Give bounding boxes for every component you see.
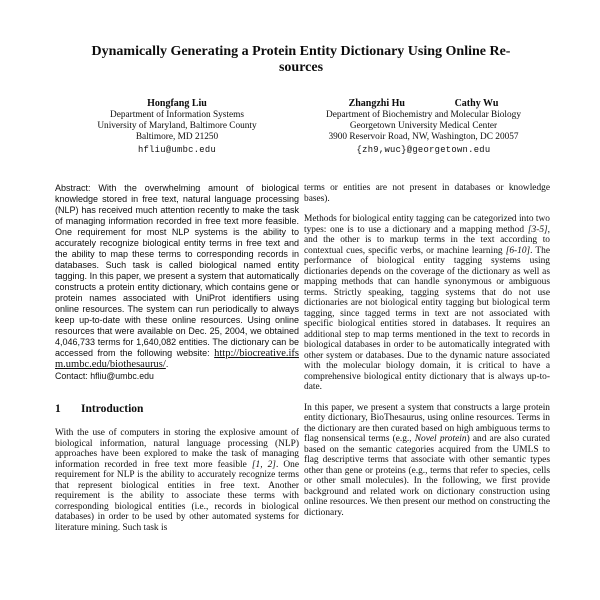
affiliation-line: Department of Biochemistry and Molecular Biology — [326, 110, 521, 120]
author-block — [55, 98, 548, 156]
author-names-left — [55, 98, 299, 110]
author-names-right — [299, 98, 548, 110]
paper-title-line1: Dynamically Generating a Protein Entity Dictionary Using Online Re- — [91, 44, 511, 59]
intro-paragraph — [55, 428, 299, 533]
author-email: {zh9,wuc}@georgetown.edu — [356, 145, 491, 155]
affiliation-line: University of Maryland, Baltimore County — [97, 121, 257, 131]
affiliation-line: Baltimore, MD 21250 — [135, 132, 219, 142]
body-text: . The performance of biological entity tagging systems using dictionaries depends on the coverage of the dictionary as well as mapping methods that can handle synonymous or ambiguous terms. Strictly speaking, tagging systems that do not use dictionaries are not biological entity tagging but biological term tagging, since tagged terms in text are not associated with specific biological entities stored in databases. It requires an additional step to map terms mentioned in the text to records in biological databases in order to be automatically integrated with other system or databases. Due to the dynamic nature associated with the molecular biology domain, it is critical to have a comprehensive biological entity dictionary that is always up-to-date. — [304, 245, 550, 392]
author-name: Hongfang Liu — [147, 98, 207, 109]
left-column — [55, 183, 299, 533]
affiliation-line: Georgetown University Medical Center — [349, 121, 498, 131]
section-title: Introduction — [81, 403, 144, 415]
body-paragraph-methods — [304, 214, 550, 393]
paper-title — [54, 44, 548, 75]
body-text: Methods for biological entity tagging can be categorized into two types: one is to use a dictionary and a mapping method — [304, 214, 550, 235]
paper-title-line2: sources — [278, 59, 324, 75]
section-heading-introduction — [55, 403, 299, 415]
body-paragraph-contribution — [304, 403, 550, 519]
body-text: , and the other is to markup terms in the text according to contextual cues, specific verbs, or machine learning — [304, 224, 550, 256]
section-number: 1 — [55, 403, 61, 415]
author-block-left — [55, 98, 299, 156]
affiliation-line: 3900 Reservoir Road, NW, Washington, DC 20057 — [328, 132, 519, 142]
citation-ref: [6-10] — [505, 245, 531, 256]
abstract-paragraph — [55, 183, 299, 370]
body-text: ) and are also curated based on the semantic categories acquired from the UMLS to flag descriptive terms that associate with other semantic types other than gene or proteins (e.g., terms that refer to species, cells or other small molecules). In the following, we first provide background and related work on dictionary construction using online resources. We then present our method on constructing the dictionary. — [304, 434, 550, 518]
contact-line: Contact: hfliu@umbc.edu — [55, 371, 154, 381]
affiliation-line: Department of Information Systems — [109, 110, 244, 120]
author-name: Cathy Wu — [454, 98, 499, 109]
citation-ref: [3-5] — [527, 224, 548, 235]
right-column — [304, 183, 550, 528]
intro-text: With the use of computers in storing the explosive amount of biological information, natural language processing (NLP) approaches have been explored to make the task of managing information recorded in free text more feasible — [55, 428, 299, 470]
italic-term: Novel protein — [414, 434, 467, 444]
body-paragraph-continued: terms or entities are not present in databases or knowledge bases). — [304, 183, 550, 204]
author-name: Zhangzhi Hu — [348, 98, 405, 109]
abstract-url-period: . — [165, 359, 169, 369]
author-email: hfliu@umbc.edu — [137, 145, 217, 155]
author-block-right — [299, 98, 548, 156]
body-text: In this paper, we present a system that constructs a large protein entity dictionary, BioThesaurus, using online resources. Terms in the dictionary are then curated based on high ambiguous terms to flag nonsensical terms (e.g., — [304, 402, 550, 444]
dictionary-website-link[interactable]: http://biocreative.ifsm.umbc.edu/biothesaurus/ — [55, 348, 299, 370]
citation-ref: [1, 2] — [251, 459, 276, 470]
intro-text: . One requirement for NLP is the ability to accurately recognize terms that represent biological entities in free text. Another requirement is the ability to associate these terms with corresponding biological entities (i.e., records in biological databases) in order to be used by other automated systems for literature mining. Such task is — [55, 459, 300, 533]
abstract-text: Abstract: With the overwhelming amount of biological knowledge stored in free text, natural language processing (NLP) has received much attention recently to make the task of managing information recorded in free text more feasible. One requirement for most NLP systems is the ability to accurately recognize biological entity terms in free text and the ability to map these terms to corresponding records in databases. Such task is called biological named entity tagging. In this paper, we present a system that automatically constructs a protein entity dictionary, which contains gene or protein names associated with UniProt identifiers using online resources. The system can run periodically to always keep up-to-date with these online resources. Using online resources that were available on Dec. 25, 2004, we obtained 4,046,733 terms for 1,640,082 entities. The dictionary can be accessed from the following website: — [55, 183, 299, 358]
